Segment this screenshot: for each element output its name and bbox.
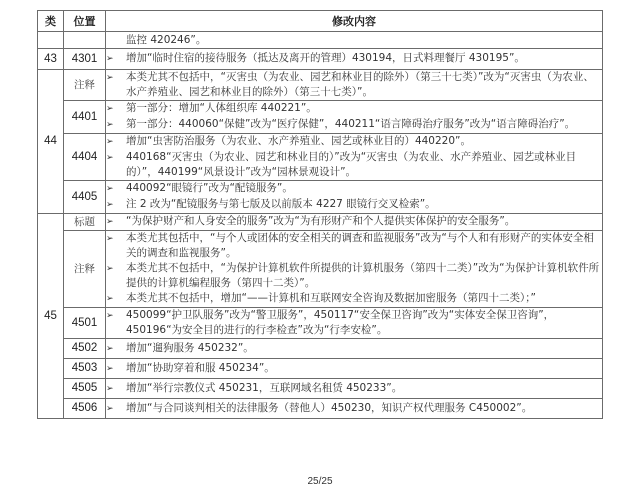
revision-table [37, 10, 603, 419]
arrow-bullet-icon: ➢ [106, 264, 114, 274]
position-code: 4401 [64, 101, 106, 134]
arrow-bullet-icon: ➢ [106, 383, 114, 394]
position-code: 4505 [64, 379, 106, 399]
table-row [38, 359, 603, 379]
header-content: 修改内容 [106, 11, 603, 32]
arrow-bullet-icon: ➢ [106, 120, 114, 130]
position-code: 4404 [64, 134, 106, 181]
list-item: ➢ 增加“临时住宿的接待服务（抵达及离开的管理）430194，日式料理餐厅 430195”。 [106, 51, 602, 67]
list-item: ➢ 增加“遛狗服务 450232”。 [106, 341, 602, 357]
list-item: ➢ “为保护财产和人身安全的服务”改为“为有形财产和个人提供实体保护的安全服务”。 [106, 214, 602, 230]
position-code: 4503 [64, 359, 106, 379]
header-class: 类 [38, 11, 64, 32]
table-row [38, 181, 603, 214]
table-row [38, 101, 603, 134]
table-row [38, 134, 603, 181]
arrow-bullet-icon: ➢ [106, 343, 114, 354]
list-item: ➢ 增加“虫害防治服务（为农业、水产养殖业、园艺或林业目的）440220”。 [106, 134, 602, 150]
arrow-bullet-icon: ➢ [106, 184, 114, 194]
position-code: 标题 [64, 214, 106, 231]
header-row [38, 11, 603, 32]
arrow-bullet-icon: ➢ [106, 153, 114, 163]
arrow-bullet-icon: ➢ [106, 137, 114, 147]
list-item: ➢ 440092“眼镜行”改为“配镜服务”。 [106, 181, 602, 197]
arrow-bullet-icon: ➢ [106, 234, 114, 244]
position-code: 4502 [64, 339, 106, 359]
table-row [38, 214, 603, 231]
list-item: ➢ 本类尤其不包括中，增加“——计算机和互联网安全咨询及数据加密服务（第四十二类）；” [106, 291, 602, 307]
class-number: 44 [38, 70, 64, 214]
arrow-bullet-icon: ➢ [106, 403, 114, 414]
list-item: ➢ 第一部分：440060“保健”改为“医疗保健”，440211“语言障碍治疗服务”改为“语言障碍治疗”。 [106, 117, 602, 133]
table-row [38, 399, 603, 419]
position-code: 4405 [64, 181, 106, 214]
position-code: 4301 [64, 49, 106, 70]
list-item: ➢ 450099“护卫队服务”改为“警卫服务”，450117“安全保卫咨询”改为“实体安全保卫咨询”，450196“为安全目的进行的行李检查”改为“行李安检”。 [106, 309, 555, 336]
class-number: 43 [38, 49, 64, 70]
table-row [38, 231, 603, 308]
position-code: 4506 [64, 399, 106, 419]
list-item: ➢ 本类尤其不包括中，“灭害虫（为农业、园艺和林业目的除外）（第三十七类）”改为“灭害虫（为农业、水产养殖业、园艺和林业目的除外）（第三十七类）”。 [106, 71, 594, 98]
table-row [38, 49, 603, 70]
position-code: 4501 [64, 308, 106, 339]
list-item: ➢ 增加“协助穿着和服 450234”。 [106, 361, 602, 377]
table-row [38, 308, 603, 339]
arrow-bullet-icon: ➢ [106, 294, 114, 304]
class-number: 45 [38, 214, 64, 419]
list-item: ➢ 本类尤其包括中，“与个人或团体的安全相关的调查和监视服务”改为“与个人和有形财产的实体安全相关的调查和监视服务”。 [106, 232, 594, 259]
arrow-bullet-icon: ➢ [106, 54, 114, 64]
page-number: 25/25 [307, 476, 333, 487]
arrow-bullet-icon: ➢ [106, 73, 114, 83]
list-item: ➢ 增加“与合同谈判相关的法律服务（替他人）450230，知识产权代理服务 C450002”。 [106, 401, 602, 417]
list-item: ➢ 440168“灭害虫（为农业、园艺和林业目的）”改为“灭害虫（为农业、水产养殖业、园艺或林业目的）”，440199“风景设计”改为“园林景观设计”。 [106, 151, 577, 178]
list-item: ➢ 注 2 改为“配镜服务与第七版及以前版本 4227 眼镜行交叉检索”。 [106, 197, 602, 213]
arrow-bullet-icon: ➢ [106, 200, 114, 210]
table-row [38, 339, 603, 359]
table-row [38, 32, 603, 49]
arrow-bullet-icon: ➢ [106, 104, 114, 114]
arrow-bullet-icon: ➢ [106, 311, 114, 321]
arrow-bullet-icon: ➢ [106, 217, 114, 227]
list-item: ➢ 本类尤其不包括中，“为保护计算机软件所提供的计算机服务（第四十二类）”改为“为保护计算机软件所提供的计算机编程服务（第四十二类）”。 [106, 262, 600, 289]
header-position: 位置 [64, 11, 106, 32]
list-item: ➢ 第一部分：增加“人体组织库 440221”。 [106, 101, 602, 117]
table-row [38, 379, 603, 399]
arrow-bullet-icon: ➢ [106, 363, 114, 374]
position-code: 注释 [64, 70, 106, 101]
continuation-text: 监控 420246”。 [106, 32, 603, 49]
list-item: ➢ 增加“举行宗教仪式 450231，互联网域名租赁 450233”。 [106, 381, 602, 397]
table-row [38, 70, 603, 101]
position-code: 注释 [64, 231, 106, 308]
